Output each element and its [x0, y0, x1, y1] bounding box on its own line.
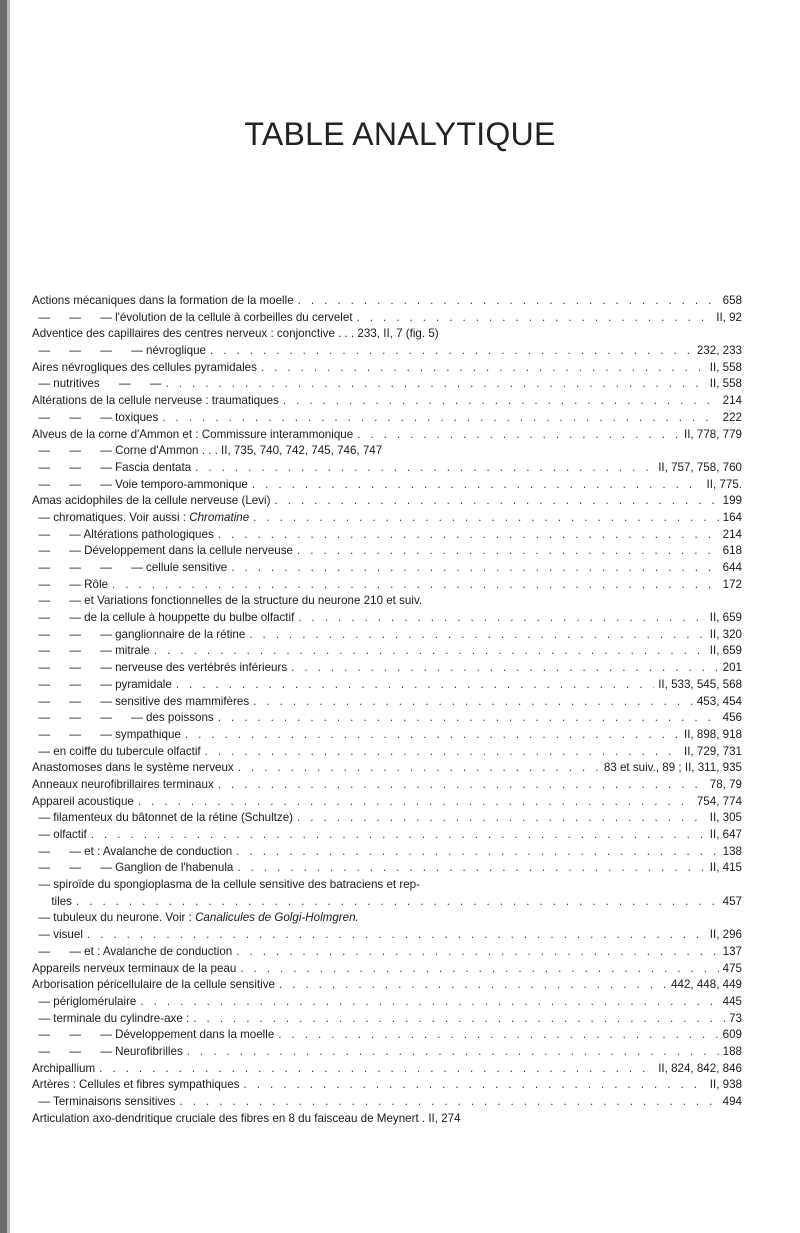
index-entry [32, 477, 742, 494]
entry-text: Adventice des capillaires des centres nerveux : conjonctive . . . 233, II, 7 (fig. 5) [32, 327, 439, 341]
entry-text: — — — — cellule sensitive [32, 561, 228, 574]
dot-leader [357, 310, 713, 327]
dot-leader [283, 393, 719, 410]
entry-pages: II, 415 [709, 861, 742, 875]
entry-text: — — de la cellule à houppette du bulbe olfactif [32, 611, 295, 625]
index-entry [32, 427, 742, 444]
entry-text: Arborisation péricellulaire de la cellule sensitive [32, 978, 275, 992]
dot-leader [76, 894, 719, 911]
index-entry [32, 1044, 742, 1061]
page-edge-shadow [0, 0, 7, 1233]
index-entry [32, 894, 742, 911]
index-entry [32, 310, 742, 327]
dot-leader [218, 710, 719, 727]
index-entry [32, 977, 742, 994]
entry-text: Archipallium [32, 1061, 96, 1075]
index-entry [32, 794, 742, 811]
dot-leader [193, 1011, 725, 1028]
dot-leader [195, 460, 654, 477]
index-entry [32, 543, 742, 560]
dot-leader [218, 777, 706, 794]
entry-pages: 172 [722, 577, 742, 591]
index-entry [32, 961, 742, 978]
entry-text: — — — mitrale [32, 644, 150, 658]
index-entry [32, 1027, 742, 1044]
index-entry [32, 810, 742, 827]
index-entry [32, 660, 742, 677]
page-edge-highlight [7, 0, 10, 1233]
index-entry [32, 827, 742, 844]
dot-leader [236, 844, 718, 861]
index-entry [32, 860, 742, 877]
dot-leader [279, 977, 667, 994]
dot-leader [297, 810, 706, 827]
index-entry [32, 643, 742, 660]
entry-pages: 445 [722, 994, 742, 1008]
entry-pages: 475 [722, 961, 742, 975]
entry-pages: II, 729, 731 [683, 744, 742, 758]
entry-pages: II, 558 [709, 377, 742, 391]
entry-text: — — — Corne d'Ammon . . . II, 735, 740, 742, 745, 746, 747 [32, 444, 383, 458]
entry-pages: 754, 774 [696, 794, 742, 808]
dot-leader [218, 527, 719, 544]
entry-text: — — — Fascia dentata [32, 460, 192, 474]
entry-pages: II, 824, 842, 846 [658, 1061, 742, 1075]
entry-pages: II, 320 [709, 627, 742, 641]
entry-text: — — Développement dans la cellule nerveuse [32, 544, 293, 558]
dot-leader [166, 376, 706, 393]
entry-pages: 494 [722, 1095, 742, 1108]
entry-text: Actions mécaniques dans la formation de la moelle [32, 294, 294, 307]
index-entry [32, 593, 742, 610]
entry-text: — — et : Avalanche de conduction [32, 944, 233, 958]
entry-text: Alveus de la corne d'Ammon et : Commissure interammonique [32, 427, 354, 441]
dot-leader [236, 944, 718, 961]
entry-text: — chromatiques. Voir aussi : [32, 510, 190, 524]
dot-leader [238, 760, 600, 777]
entry-text: — — — l'évolution de la cellule à corbeilles du cervelet [32, 310, 353, 324]
entry-pages: II, 775. [706, 477, 742, 491]
dot-leader [244, 1077, 706, 1094]
entry-text: — — — Ganglion de l'habenula [32, 861, 234, 875]
entry-pages: II, 659 [709, 611, 742, 625]
entry-cross-reference: Chromatine [189, 510, 250, 524]
dot-leader [179, 1094, 718, 1111]
entry-text: — Terminaisons sensitives [32, 1095, 176, 1108]
entry-pages: 137 [722, 944, 742, 958]
entry-pages: 644 [722, 561, 742, 574]
dot-leader [357, 427, 680, 444]
entry-text: — — — sympathique [32, 727, 181, 741]
entry-pages: II, 305 [709, 811, 742, 825]
index-entry [32, 777, 742, 794]
entry-pages: 609 [722, 1028, 742, 1042]
index-entry [32, 844, 742, 861]
entry-text: — — — Neurofibrilles [32, 1044, 183, 1058]
entry-pages: II, 757, 758, 760 [658, 460, 742, 474]
entry-text: — nutritives — — [32, 377, 162, 391]
dot-leader [298, 610, 705, 627]
index-entry [32, 1011, 742, 1028]
index-entry [32, 443, 742, 460]
dot-leader [261, 360, 706, 377]
dot-leader [237, 860, 705, 877]
dot-leader [297, 543, 719, 560]
entry-text: Altérations de la cellule nerveuse : traumatiques [32, 394, 279, 408]
index-entry [32, 510, 742, 527]
entry-pages: 442, 448, 449 [671, 978, 742, 992]
index-entry [32, 326, 742, 343]
entry-text: — visuel [32, 928, 83, 942]
entry-text: — tubuleux du neurone. Voir : [32, 911, 196, 925]
index-entry [32, 1094, 742, 1111]
dot-leader [87, 927, 706, 944]
dot-leader [205, 744, 680, 761]
index-entry [32, 460, 742, 477]
dot-leader [176, 677, 654, 694]
entry-text: — — — sensitive des mammifères [32, 694, 250, 708]
index-entry [32, 527, 742, 544]
entry-text: — — Altérations pathologiques [32, 527, 214, 541]
entry-text: — périglomérulaire [32, 994, 137, 1008]
index-entry [32, 410, 742, 427]
entry-pages: 222 [722, 410, 742, 424]
entry-pages: II, 898, 918 [683, 727, 742, 741]
entry-text: — — — pyramidale [32, 677, 172, 691]
entry-pages: 214 [722, 527, 742, 541]
entry-text: Artères : Cellules et fibres sympathiques [32, 1078, 240, 1092]
dot-leader [187, 1044, 719, 1061]
entry-pages: 78, 79 [709, 777, 742, 791]
index-entries [32, 293, 742, 1127]
entry-text: — — et : Avalanche de conduction [32, 844, 233, 858]
entry-text: Appareil acoustique [32, 794, 134, 808]
index-entry [32, 376, 742, 393]
entry-text: — olfactif [32, 828, 87, 841]
dot-leader [298, 293, 719, 310]
dot-leader [185, 727, 680, 744]
entry-text: tiles [32, 894, 72, 908]
entry-cross-reference: Canalicules de Golgi-Holmgren. [195, 911, 359, 925]
dot-leader [253, 694, 693, 711]
entry-pages: II, 778, 779 [683, 427, 742, 441]
entry-pages: 658 [722, 294, 742, 307]
entry-text: Anneaux neurofibrillaires terminaux [32, 777, 214, 791]
page-title: TABLE ANALYTIQUE [244, 116, 556, 152]
entry-text: — — — toxiques [32, 410, 159, 424]
entry-text: — — — Voie temporo-ammonique [32, 477, 248, 491]
index-entry [32, 560, 742, 577]
index-entry [32, 910, 742, 927]
index-entry [32, 744, 742, 761]
entry-text: — en coiffe du tubercule olfactif [32, 744, 201, 758]
entry-pages: II, 659 [709, 644, 742, 658]
dot-leader [91, 827, 706, 844]
entry-pages: 138 [722, 844, 742, 858]
index-entry [32, 694, 742, 711]
entry-text: — filamenteux du bâtonnet de la rétine (Schultze) [32, 811, 294, 825]
index-entry [32, 1061, 742, 1078]
index-entry [32, 610, 742, 627]
entry-pages: 618 [722, 544, 742, 558]
index-entry [32, 1111, 742, 1128]
entry-text: Appareils nerveux terminaux de la peau [32, 961, 237, 975]
entry-text: — — — nerveuse des vertébrés inférieurs [32, 661, 288, 675]
entry-pages: 73 [729, 1011, 742, 1025]
dot-leader [240, 961, 718, 978]
entry-pages: 456 [722, 711, 742, 725]
entry-pages: 164 [722, 510, 742, 524]
index-entry [32, 877, 742, 894]
dot-leader [140, 994, 718, 1011]
dot-leader [210, 343, 693, 360]
dot-leader [252, 477, 703, 494]
entry-text: Aires névrogliques des cellules pyramidales [32, 360, 257, 374]
entry-pages: II, 558 [709, 360, 742, 374]
index-entry [32, 710, 742, 727]
entry-pages: 199 [722, 494, 742, 508]
entry-text: Anastomoses dans le système nerveux [32, 761, 234, 775]
index-entry [32, 627, 742, 644]
entry-text: — — — — névroglique [32, 344, 206, 358]
dot-leader [99, 1061, 654, 1078]
index-entry [32, 577, 742, 594]
entry-pages: II, 296 [709, 928, 742, 942]
index-entry [32, 727, 742, 744]
entry-pages: 453, 454 [696, 694, 742, 708]
dot-leader [231, 560, 718, 577]
entry-pages: II, 647 [709, 828, 742, 841]
entry-pages: II, 533, 545, 568 [658, 677, 742, 691]
entry-text: — terminale du cylindre-axe : [32, 1011, 190, 1025]
index-entry [32, 677, 742, 694]
entry-pages: 83 et suiv., 89 ; II, 311, 935 [603, 761, 742, 775]
entry-text: — — — — des poissons [32, 711, 214, 725]
entry-pages: II, 92 [716, 310, 742, 324]
entry-text: — — Rôle [32, 577, 109, 591]
dot-leader [112, 577, 719, 594]
dot-leader [291, 660, 718, 677]
index-entry [32, 360, 742, 377]
entry-pages: 457 [722, 894, 742, 908]
index-entry [32, 493, 742, 510]
entry-pages: 201 [722, 661, 742, 675]
dot-leader [274, 493, 718, 510]
index-entry [32, 1077, 742, 1094]
dot-leader [162, 410, 718, 427]
index-entry [32, 393, 742, 410]
entry-text: Articulation axo-dendritique cruciale des fibres en 8 du faisceau de Meynert . II, 274 [32, 1111, 461, 1125]
dot-leader [154, 643, 706, 660]
entry-text: — — — Développement dans la moelle [32, 1028, 275, 1042]
entry-text: — — et Variations fonctionnelles de la structure du neurone 210 et suiv. [32, 594, 423, 608]
index-entry [32, 994, 742, 1011]
index-entry [32, 927, 742, 944]
index-entry [32, 760, 742, 777]
dot-leader [278, 1027, 718, 1044]
index-entry [32, 343, 742, 360]
entry-pages: 188 [722, 1044, 742, 1058]
entry-text: — spiroïde du spongioplasma de la cellule sensitive des batraciens et rep- [32, 878, 420, 892]
dot-leader [249, 627, 705, 644]
dot-leader [253, 510, 718, 527]
entry-pages: 214 [722, 394, 742, 408]
index-entry [32, 293, 742, 310]
entry-text: Amas acidophiles de la cellule nerveuse (Levi) [32, 494, 271, 508]
entry-pages: II, 938 [709, 1078, 742, 1092]
dot-leader [138, 794, 693, 811]
entry-pages: 232, 233 [696, 344, 742, 358]
entry-text: — — — ganglionnaire de la rétine [32, 627, 246, 641]
index-entry [32, 944, 742, 961]
